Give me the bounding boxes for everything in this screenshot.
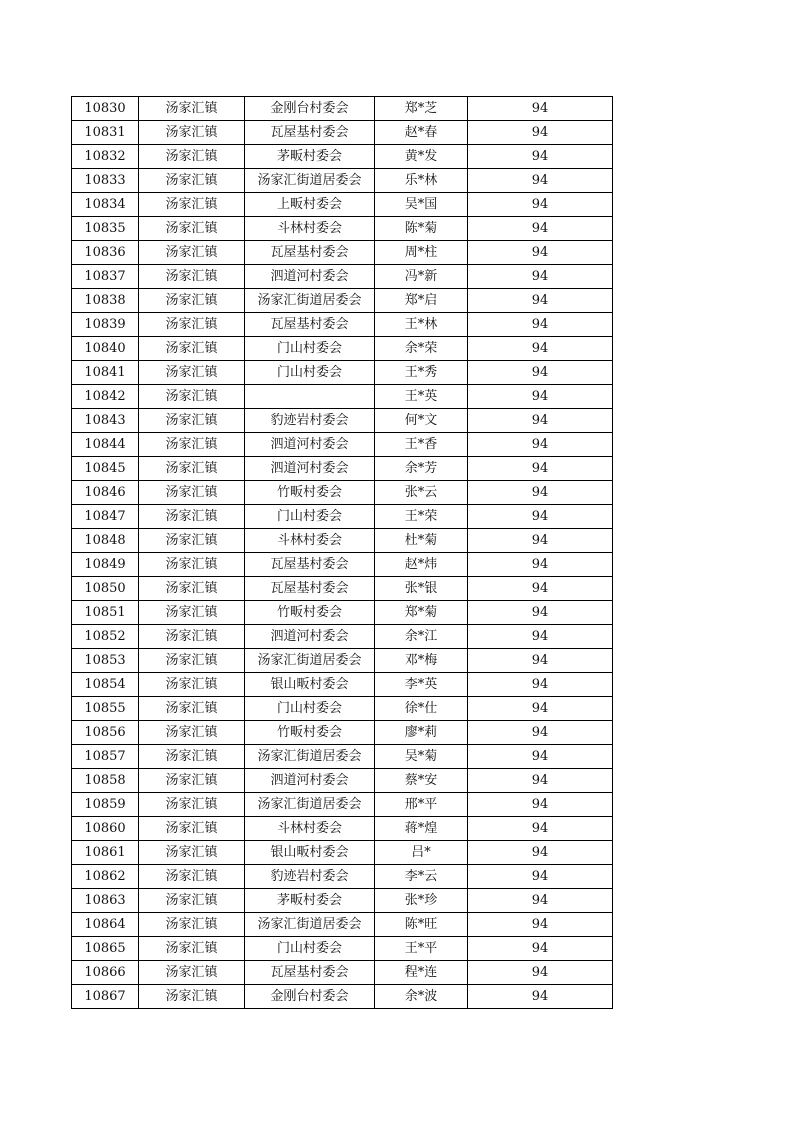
table-body bbox=[72, 97, 613, 1009]
name-cell: 郑*菊 bbox=[375, 601, 468, 625]
table-row bbox=[72, 169, 613, 193]
name-cell: 张*珍 bbox=[375, 889, 468, 913]
town-cell: 汤家汇镇 bbox=[139, 985, 245, 1009]
row-id-cell: 10837 bbox=[72, 265, 139, 289]
row-id-cell: 10864 bbox=[72, 913, 139, 937]
village-cell: 泗道河村委会 bbox=[245, 265, 375, 289]
score-cell: 94 bbox=[468, 553, 613, 577]
score-cell: 94 bbox=[468, 217, 613, 241]
score-cell: 94 bbox=[468, 313, 613, 337]
name-cell: 蒋*煌 bbox=[375, 817, 468, 841]
village-cell: 泗道河村委会 bbox=[245, 457, 375, 481]
name-cell: 郑*启 bbox=[375, 289, 468, 313]
village-cell: 瓦屋基村委会 bbox=[245, 553, 375, 577]
name-cell: 郑*芝 bbox=[375, 97, 468, 121]
row-id-cell: 10847 bbox=[72, 505, 139, 529]
town-cell: 汤家汇镇 bbox=[139, 817, 245, 841]
table-row bbox=[72, 985, 613, 1009]
town-cell: 汤家汇镇 bbox=[139, 481, 245, 505]
row-id-cell: 10848 bbox=[72, 529, 139, 553]
table-row bbox=[72, 625, 613, 649]
table-row bbox=[72, 553, 613, 577]
village-cell: 茅畈村委会 bbox=[245, 889, 375, 913]
row-id-cell: 10867 bbox=[72, 985, 139, 1009]
table-row bbox=[72, 241, 613, 265]
score-cell: 94 bbox=[468, 481, 613, 505]
score-cell: 94 bbox=[468, 721, 613, 745]
row-id-cell: 10833 bbox=[72, 169, 139, 193]
table-row bbox=[72, 361, 613, 385]
name-cell: 邓*梅 bbox=[375, 649, 468, 673]
name-cell: 张*银 bbox=[375, 577, 468, 601]
score-cell: 94 bbox=[468, 841, 613, 865]
table-row bbox=[72, 385, 613, 409]
table-row bbox=[72, 793, 613, 817]
row-id-cell: 10849 bbox=[72, 553, 139, 577]
table-row bbox=[72, 289, 613, 313]
town-cell: 汤家汇镇 bbox=[139, 313, 245, 337]
table-row bbox=[72, 697, 613, 721]
score-cell: 94 bbox=[468, 433, 613, 457]
town-cell: 汤家汇镇 bbox=[139, 937, 245, 961]
town-cell: 汤家汇镇 bbox=[139, 337, 245, 361]
village-cell: 汤家汇街道居委会 bbox=[245, 649, 375, 673]
town-cell: 汤家汇镇 bbox=[139, 385, 245, 409]
table-row bbox=[72, 121, 613, 145]
row-id-cell: 10846 bbox=[72, 481, 139, 505]
village-cell: 竹畈村委会 bbox=[245, 481, 375, 505]
row-id-cell: 10832 bbox=[72, 145, 139, 169]
town-cell: 汤家汇镇 bbox=[139, 193, 245, 217]
score-cell: 94 bbox=[468, 601, 613, 625]
village-cell: 茅畈村委会 bbox=[245, 145, 375, 169]
name-cell: 余*荣 bbox=[375, 337, 468, 361]
town-cell: 汤家汇镇 bbox=[139, 145, 245, 169]
score-cell: 94 bbox=[468, 913, 613, 937]
village-cell: 泗道河村委会 bbox=[245, 625, 375, 649]
row-id-cell: 10853 bbox=[72, 649, 139, 673]
score-cell: 94 bbox=[468, 337, 613, 361]
name-cell: 陈*菊 bbox=[375, 217, 468, 241]
village-cell: 竹畈村委会 bbox=[245, 721, 375, 745]
village-cell: 泗道河村委会 bbox=[245, 769, 375, 793]
name-cell: 蔡*安 bbox=[375, 769, 468, 793]
table-row bbox=[72, 481, 613, 505]
row-id-cell: 10861 bbox=[72, 841, 139, 865]
score-cell: 94 bbox=[468, 937, 613, 961]
table-row bbox=[72, 313, 613, 337]
table-row bbox=[72, 745, 613, 769]
village-cell: 瓦屋基村委会 bbox=[245, 313, 375, 337]
name-cell: 王*平 bbox=[375, 937, 468, 961]
table-row bbox=[72, 337, 613, 361]
name-cell: 王*秀 bbox=[375, 361, 468, 385]
score-cell: 94 bbox=[468, 97, 613, 121]
row-id-cell: 10854 bbox=[72, 673, 139, 697]
score-cell: 94 bbox=[468, 457, 613, 481]
row-id-cell: 10842 bbox=[72, 385, 139, 409]
name-cell: 李*云 bbox=[375, 865, 468, 889]
row-id-cell: 10838 bbox=[72, 289, 139, 313]
name-cell: 吴*国 bbox=[375, 193, 468, 217]
score-cell: 94 bbox=[468, 241, 613, 265]
table-row bbox=[72, 889, 613, 913]
village-cell: 泗道河村委会 bbox=[245, 433, 375, 457]
table-row bbox=[72, 577, 613, 601]
row-id-cell: 10840 bbox=[72, 337, 139, 361]
town-cell: 汤家汇镇 bbox=[139, 601, 245, 625]
table-row bbox=[72, 265, 613, 289]
name-cell: 邢*平 bbox=[375, 793, 468, 817]
name-cell: 余*波 bbox=[375, 985, 468, 1009]
town-cell: 汤家汇镇 bbox=[139, 433, 245, 457]
score-cell: 94 bbox=[468, 817, 613, 841]
name-cell: 吕* bbox=[375, 841, 468, 865]
row-id-cell: 10866 bbox=[72, 961, 139, 985]
name-cell: 杜*菊 bbox=[375, 529, 468, 553]
table-row bbox=[72, 217, 613, 241]
name-cell: 王*英 bbox=[375, 385, 468, 409]
table-row bbox=[72, 457, 613, 481]
row-id-cell: 10852 bbox=[72, 625, 139, 649]
village-cell: 斗林村委会 bbox=[245, 529, 375, 553]
table-row bbox=[72, 601, 613, 625]
name-cell: 廖*莉 bbox=[375, 721, 468, 745]
score-cell: 94 bbox=[468, 889, 613, 913]
table-row bbox=[72, 193, 613, 217]
town-cell: 汤家汇镇 bbox=[139, 697, 245, 721]
score-cell: 94 bbox=[468, 961, 613, 985]
village-cell: 瓦屋基村委会 bbox=[245, 121, 375, 145]
score-cell: 94 bbox=[468, 769, 613, 793]
score-cell: 94 bbox=[468, 361, 613, 385]
row-id-cell: 10856 bbox=[72, 721, 139, 745]
table-row bbox=[72, 865, 613, 889]
score-cell: 94 bbox=[468, 865, 613, 889]
row-id-cell: 10857 bbox=[72, 745, 139, 769]
town-cell: 汤家汇镇 bbox=[139, 169, 245, 193]
row-id-cell: 10844 bbox=[72, 433, 139, 457]
village-cell bbox=[245, 385, 375, 409]
name-cell: 王*荣 bbox=[375, 505, 468, 529]
row-id-cell: 10831 bbox=[72, 121, 139, 145]
town-cell: 汤家汇镇 bbox=[139, 865, 245, 889]
town-cell: 汤家汇镇 bbox=[139, 649, 245, 673]
score-cell: 94 bbox=[468, 289, 613, 313]
town-cell: 汤家汇镇 bbox=[139, 217, 245, 241]
score-cell: 94 bbox=[468, 193, 613, 217]
town-cell: 汤家汇镇 bbox=[139, 673, 245, 697]
table-row bbox=[72, 913, 613, 937]
score-cell: 94 bbox=[468, 385, 613, 409]
name-cell: 何*文 bbox=[375, 409, 468, 433]
village-cell: 汤家汇街道居委会 bbox=[245, 793, 375, 817]
town-cell: 汤家汇镇 bbox=[139, 625, 245, 649]
table-row bbox=[72, 769, 613, 793]
row-id-cell: 10859 bbox=[72, 793, 139, 817]
town-cell: 汤家汇镇 bbox=[139, 289, 245, 313]
table-row bbox=[72, 841, 613, 865]
score-cell: 94 bbox=[468, 505, 613, 529]
row-id-cell: 10835 bbox=[72, 217, 139, 241]
name-cell: 赵*炜 bbox=[375, 553, 468, 577]
village-cell: 瓦屋基村委会 bbox=[245, 577, 375, 601]
table-row bbox=[72, 505, 613, 529]
score-cell: 94 bbox=[468, 577, 613, 601]
name-cell: 余*江 bbox=[375, 625, 468, 649]
table-row bbox=[72, 433, 613, 457]
village-cell: 汤家汇街道居委会 bbox=[245, 289, 375, 313]
row-id-cell: 10841 bbox=[72, 361, 139, 385]
row-id-cell: 10843 bbox=[72, 409, 139, 433]
score-cell: 94 bbox=[468, 121, 613, 145]
village-cell: 上畈村委会 bbox=[245, 193, 375, 217]
village-cell: 门山村委会 bbox=[245, 361, 375, 385]
name-cell: 张*云 bbox=[375, 481, 468, 505]
town-cell: 汤家汇镇 bbox=[139, 361, 245, 385]
row-id-cell: 10851 bbox=[72, 601, 139, 625]
row-id-cell: 10836 bbox=[72, 241, 139, 265]
row-id-cell: 10862 bbox=[72, 865, 139, 889]
village-cell: 竹畈村委会 bbox=[245, 601, 375, 625]
table-row bbox=[72, 817, 613, 841]
name-cell: 赵*春 bbox=[375, 121, 468, 145]
village-cell: 银山畈村委会 bbox=[245, 841, 375, 865]
table-row bbox=[72, 97, 613, 121]
score-cell: 94 bbox=[468, 673, 613, 697]
town-cell: 汤家汇镇 bbox=[139, 913, 245, 937]
town-cell: 汤家汇镇 bbox=[139, 121, 245, 145]
town-cell: 汤家汇镇 bbox=[139, 721, 245, 745]
village-cell: 斗林村委会 bbox=[245, 217, 375, 241]
name-cell: 冯*新 bbox=[375, 265, 468, 289]
town-cell: 汤家汇镇 bbox=[139, 745, 245, 769]
score-cell: 94 bbox=[468, 409, 613, 433]
name-cell: 周*柱 bbox=[375, 241, 468, 265]
village-cell: 豹迹岩村委会 bbox=[245, 409, 375, 433]
row-id-cell: 10834 bbox=[72, 193, 139, 217]
table-row bbox=[72, 721, 613, 745]
row-id-cell: 10845 bbox=[72, 457, 139, 481]
town-cell: 汤家汇镇 bbox=[139, 769, 245, 793]
row-id-cell: 10839 bbox=[72, 313, 139, 337]
village-cell: 瓦屋基村委会 bbox=[245, 241, 375, 265]
town-cell: 汤家汇镇 bbox=[139, 841, 245, 865]
village-cell: 豹迹岩村委会 bbox=[245, 865, 375, 889]
name-cell: 黄*发 bbox=[375, 145, 468, 169]
village-cell: 瓦屋基村委会 bbox=[245, 961, 375, 985]
town-cell: 汤家汇镇 bbox=[139, 457, 245, 481]
data-table bbox=[71, 96, 613, 1009]
town-cell: 汤家汇镇 bbox=[139, 241, 245, 265]
town-cell: 汤家汇镇 bbox=[139, 961, 245, 985]
score-cell: 94 bbox=[468, 793, 613, 817]
village-cell: 汤家汇街道居委会 bbox=[245, 745, 375, 769]
score-cell: 94 bbox=[468, 625, 613, 649]
name-cell: 王*香 bbox=[375, 433, 468, 457]
village-cell: 门山村委会 bbox=[245, 937, 375, 961]
table-row bbox=[72, 145, 613, 169]
name-cell: 陈*旺 bbox=[375, 913, 468, 937]
table-row bbox=[72, 961, 613, 985]
village-cell: 银山畈村委会 bbox=[245, 673, 375, 697]
row-id-cell: 10863 bbox=[72, 889, 139, 913]
score-cell: 94 bbox=[468, 169, 613, 193]
score-cell: 94 bbox=[468, 745, 613, 769]
town-cell: 汤家汇镇 bbox=[139, 505, 245, 529]
town-cell: 汤家汇镇 bbox=[139, 553, 245, 577]
name-cell: 余*芳 bbox=[375, 457, 468, 481]
village-cell: 汤家汇街道居委会 bbox=[245, 169, 375, 193]
score-cell: 94 bbox=[468, 649, 613, 673]
row-id-cell: 10858 bbox=[72, 769, 139, 793]
village-cell: 门山村委会 bbox=[245, 505, 375, 529]
town-cell: 汤家汇镇 bbox=[139, 889, 245, 913]
score-cell: 94 bbox=[468, 529, 613, 553]
score-cell: 94 bbox=[468, 985, 613, 1009]
row-id-cell: 10860 bbox=[72, 817, 139, 841]
table-row bbox=[72, 409, 613, 433]
town-cell: 汤家汇镇 bbox=[139, 577, 245, 601]
row-id-cell: 10830 bbox=[72, 97, 139, 121]
name-cell: 王*林 bbox=[375, 313, 468, 337]
town-cell: 汤家汇镇 bbox=[139, 529, 245, 553]
name-cell: 李*英 bbox=[375, 673, 468, 697]
village-cell: 金刚台村委会 bbox=[245, 97, 375, 121]
score-cell: 94 bbox=[468, 145, 613, 169]
table-row bbox=[72, 649, 613, 673]
row-id-cell: 10855 bbox=[72, 697, 139, 721]
village-cell: 金刚台村委会 bbox=[245, 985, 375, 1009]
village-cell: 汤家汇街道居委会 bbox=[245, 913, 375, 937]
name-cell: 程*连 bbox=[375, 961, 468, 985]
town-cell: 汤家汇镇 bbox=[139, 793, 245, 817]
name-cell: 吴*菊 bbox=[375, 745, 468, 769]
score-cell: 94 bbox=[468, 265, 613, 289]
village-cell: 门山村委会 bbox=[245, 697, 375, 721]
town-cell: 汤家汇镇 bbox=[139, 409, 245, 433]
score-cell: 94 bbox=[468, 697, 613, 721]
name-cell: 乐*林 bbox=[375, 169, 468, 193]
name-cell: 徐*仕 bbox=[375, 697, 468, 721]
table-row bbox=[72, 529, 613, 553]
row-id-cell: 10865 bbox=[72, 937, 139, 961]
table-row bbox=[72, 673, 613, 697]
town-cell: 汤家汇镇 bbox=[139, 265, 245, 289]
table-row bbox=[72, 937, 613, 961]
row-id-cell: 10850 bbox=[72, 577, 139, 601]
village-cell: 门山村委会 bbox=[245, 337, 375, 361]
town-cell: 汤家汇镇 bbox=[139, 97, 245, 121]
village-cell: 斗林村委会 bbox=[245, 817, 375, 841]
